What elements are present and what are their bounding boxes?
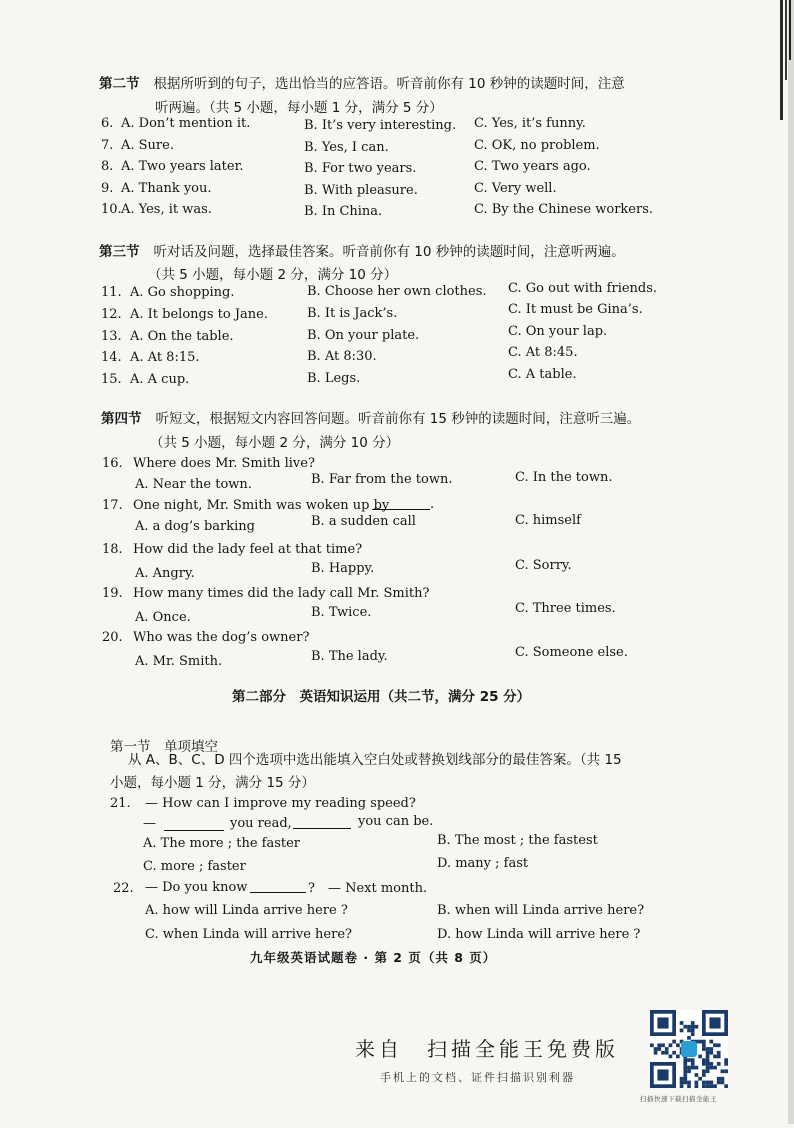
question-number: 17. xyxy=(102,498,123,513)
q21-option-b[interactable]: B. The most ; the fastest xyxy=(437,833,598,848)
q21-mid2: you can be. xyxy=(358,814,434,829)
option-a[interactable]: A. At 8:15. xyxy=(130,350,200,365)
section3-instruction-2: （共 5 小题，每小题 2 分，满分 10 分） xyxy=(148,267,398,283)
qr-code-icon xyxy=(650,1010,728,1088)
q17-period: . xyxy=(430,497,435,512)
question-number: 6. xyxy=(101,116,114,131)
option-b[interactable]: B. For two years. xyxy=(304,161,417,176)
section4-instruction-2: （共 5 小题，每小题 2 分，满分 10 分） xyxy=(150,435,400,451)
option-a[interactable]: A. Go shopping. xyxy=(130,285,235,300)
section3-label: 第三节 xyxy=(99,244,140,260)
option-b[interactable]: B. It is Jack’s. xyxy=(307,306,398,321)
option-b[interactable]: B. Twice. xyxy=(311,605,372,620)
q22-option-b[interactable]: B. when will Linda arrive here? xyxy=(437,903,645,918)
option-a[interactable]: A. Angry. xyxy=(135,566,195,581)
option-c[interactable]: C. At 8:45. xyxy=(508,345,578,360)
option-b[interactable]: B. It’s very interesting. xyxy=(304,118,457,133)
option-a[interactable]: A. a dog’s barking xyxy=(135,519,255,534)
q22-blank xyxy=(250,892,306,893)
section2-instruction: 根据所听到的句子，选出恰当的应答语。听音前你有 10 秒钟的读题时间，注意 xyxy=(153,76,625,92)
option-c[interactable]: C. Someone else. xyxy=(515,645,628,660)
q21-option-a[interactable]: A. The more ; the faster xyxy=(143,836,301,851)
section3-header xyxy=(99,240,625,260)
option-a[interactable]: A. It belongs to Jane. xyxy=(130,307,268,322)
option-a[interactable]: A. On the table. xyxy=(130,329,234,344)
option-a[interactable]: A. Thank you. xyxy=(121,181,212,196)
question-number: 14. xyxy=(101,350,122,365)
q21-option-d[interactable]: D. many ; fast xyxy=(437,856,529,871)
scan-edge-decoration xyxy=(770,0,794,1124)
section3-instruction: 听对话及问题，选择最佳答案。听音前你有 10 秒钟的读题时间，注意听两遍。 xyxy=(153,244,625,260)
option-c[interactable]: C. Go out with friends. xyxy=(508,281,658,296)
option-a[interactable]: A. Mr. Smith. xyxy=(135,654,223,669)
q21-option-c[interactable]: C. more ; faster xyxy=(143,859,246,874)
qr-caption: 扫描快速下载扫描全能王 xyxy=(640,1095,717,1103)
question-stem: Where does Mr. Smith live? xyxy=(133,456,315,471)
option-a[interactable]: A. Two years later. xyxy=(121,159,244,174)
question-number: 8. xyxy=(101,159,114,174)
option-c[interactable]: C. On your lap. xyxy=(508,324,608,339)
q22-post: ? — Next month. xyxy=(308,881,428,896)
q21-number: 21. xyxy=(110,796,131,811)
part2-sub-label: 第一节 单项填空 xyxy=(110,739,218,755)
option-c[interactable]: C. It must be Gina’s. xyxy=(508,302,643,317)
option-b[interactable]: B. Choose her own clothes. xyxy=(307,284,487,299)
part2-instruction-2: 小题，每小题 1 分，满分 15 分） xyxy=(110,775,315,791)
q22-pre: — Do you know xyxy=(145,880,248,895)
option-c[interactable]: C. A table. xyxy=(508,367,577,382)
question-number: 18. xyxy=(102,542,123,557)
option-b[interactable]: B. Far from the town. xyxy=(311,472,453,487)
question-stem: Who was the dog’s owner? xyxy=(133,630,310,645)
option-c[interactable]: C. Two years ago. xyxy=(474,159,591,174)
option-b[interactable]: B. Happy. xyxy=(311,561,375,576)
section2-label: 第二节 xyxy=(99,76,140,92)
q22-number: 22. xyxy=(113,881,134,896)
option-c[interactable]: C. In the town. xyxy=(515,470,613,485)
part2-instruction: 从 A、B、C、D 四个选项中选出能填入空白处或替换划线部分的最佳答案。（共 15 xyxy=(128,752,622,768)
question-number: 12. xyxy=(101,307,122,322)
option-a[interactable]: A. Once. xyxy=(135,610,191,625)
q22-option-a[interactable]: A. how will Linda arrive here ? xyxy=(145,903,348,918)
option-a[interactable]: A. Sure. xyxy=(121,138,174,153)
section4-label: 第四节 xyxy=(101,411,142,427)
option-c[interactable]: C. himself xyxy=(515,513,581,528)
question-number: 10. xyxy=(101,202,122,217)
watermark-subtitle: 手机上的文档、证件扫描识别利器 xyxy=(380,1071,575,1084)
section4-instruction: 听短文，根据短文内容回答问题。听音前你有 15 秒钟的读题时间，注意听三遍。 xyxy=(155,411,641,427)
question-number: 20. xyxy=(102,630,123,645)
option-c[interactable]: C. Sorry. xyxy=(515,558,572,573)
question-stem: How many times did the lady call Mr. Smith? xyxy=(133,586,430,601)
q22-option-d[interactable]: D. how Linda will arrive here ? xyxy=(437,927,641,942)
section2-header xyxy=(99,72,625,92)
q21-mid1: you read, xyxy=(230,816,292,831)
question-number: 7. xyxy=(101,138,114,153)
question-number: 11. xyxy=(101,285,122,300)
option-c[interactable]: C. OK, no problem. xyxy=(474,138,600,153)
section2-instruction-2: 听两遍。（共 5 小题，每小题 1 分，满分 5 分） xyxy=(155,100,443,116)
q21-dash: — xyxy=(143,816,156,831)
part2-title: 第二部分 英语知识运用（共二节，满分 25 分） xyxy=(232,689,531,705)
question-number: 9. xyxy=(101,181,114,196)
q22-option-c[interactable]: C. when Linda will arrive here? xyxy=(145,927,352,942)
question-number: 16. xyxy=(102,456,123,471)
q21-line1: — How can I improve my reading speed? xyxy=(145,796,416,811)
option-b[interactable]: B. Yes, I can. xyxy=(304,140,389,155)
option-a[interactable]: A. A cup. xyxy=(130,372,190,387)
q17-blank xyxy=(372,509,430,510)
watermark-title: 来自 扫描全能王免费版 xyxy=(355,1037,619,1061)
q21-blank-2 xyxy=(293,828,351,829)
option-c[interactable]: C. Yes, it’s funny. xyxy=(474,116,586,131)
page-footer: 九年级英语试题卷 · 第 2 页（共 8 页） xyxy=(250,950,497,965)
question-number: 15. xyxy=(101,372,122,387)
option-b[interactable]: B. In China. xyxy=(304,204,383,219)
question-number: 19. xyxy=(102,586,123,601)
option-a[interactable]: A. Near the town. xyxy=(135,477,252,492)
option-b[interactable]: B. With pleasure. xyxy=(304,183,418,198)
q21-blank-1 xyxy=(164,830,224,831)
option-b[interactable]: B. a sudden call xyxy=(311,514,416,529)
section4-header xyxy=(101,407,640,427)
option-b[interactable]: B. On your plate. xyxy=(307,328,420,343)
option-c[interactable]: C. Very well. xyxy=(474,181,557,196)
question-stem: How did the lady feel at that time? xyxy=(133,542,363,557)
option-c[interactable]: C. By the Chinese workers. xyxy=(474,202,653,217)
question-number: 13. xyxy=(101,329,122,344)
question-stem: One night, Mr. Smith was woken up by xyxy=(133,498,390,513)
option-b[interactable]: B. The lady. xyxy=(311,649,388,664)
option-c[interactable]: C. Three times. xyxy=(515,601,616,616)
option-a[interactable]: A. Yes, it was. xyxy=(121,202,212,217)
option-b[interactable]: B. Legs. xyxy=(307,371,361,386)
option-a[interactable]: A. Don’t mention it. xyxy=(121,116,251,131)
option-b[interactable]: B. At 8:30. xyxy=(307,349,377,364)
